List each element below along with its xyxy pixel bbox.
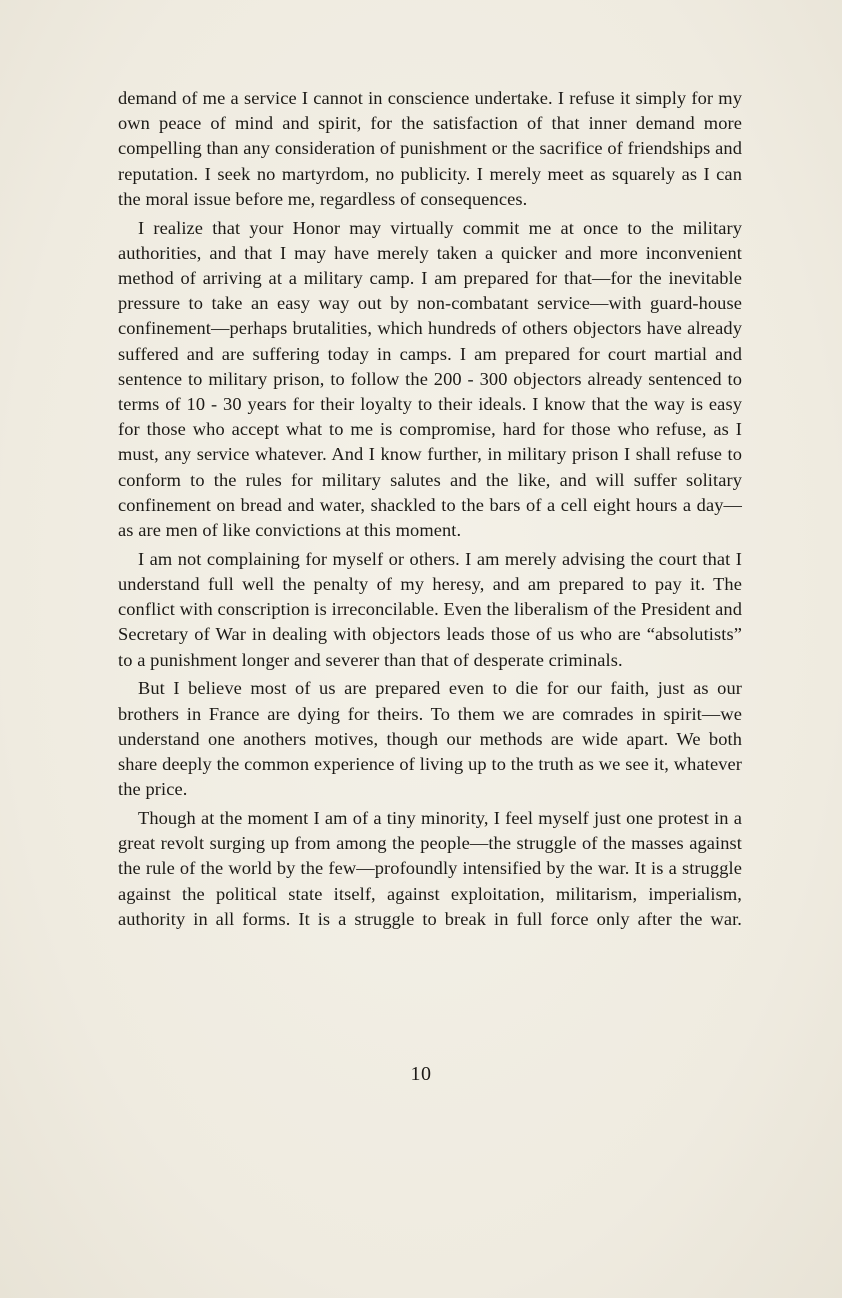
paragraph-2: I realize that your Honor may virtually commit me at once to the military authorities, and that I may have merely taken a quicker and more inconvenient method of arriving at a military camp. I am prepared for that—for the inevitable pressure to take an easy way out by non-combatant service—with guard-house confinement—perhaps brutalities, which hundreds of others objectors have already suffered and are suffering today in camps. I am prepared for court martial and sentence to military prison, to follow the 200 - 300 objectors already sentenced to terms of 10 - 30 years for their loyalty to their ideals. I know that the way is easy for those who accept what to me is compromise, hard for those who refuse, as I must, any service whatever. And I know further, in military prison I shall refuse to conform to the rules for military salutes and the like, and will suffer solitary confinement on bread and water, shackled to the bars of a cell eight hours a day—as are men of like convictions at this moment. [118,217,742,541]
paragraph-5: Though at the moment I am of a tiny minority, I feel myself just one protest in a great revolt surging up from among the people—the struggle of the masses against the rule of the world by the few—profoundly intensified by the war. It is a struggle against the political state itself, against exploitation, militarism, imperialism, authority in all forms. It is a struggle to break in full force only after the war. [118,808,742,929]
paragraph-1: demand of me a service I cannot in conscience undertake. I refuse it simply for my own peace of mind and spirit, for the satisfaction of that inner demand more compelling than any consideration of punishment or the sacrifice of friendships and reputation. I seek no martyrdom, no publicity. I merely meet as squarely as I can the moral issue before me, regardless of consequences. [118,88,742,209]
paragraph-4: But I believe most of us are prepared even to die for our faith, just as our brothers in France are dying for theirs. To them we are comrades in spirit—we understand one anothers motives, though our methods are wide apart. We both share deeply the common experience of living up to the truth as we see it, whatever the price. [118,678,742,800]
page-number: 10 [410,1063,432,1085]
paragraph-3: I am not complaining for myself or others. I am merely advising the court that I understand full well the penalty of my heresy, and am prepared to pay it. The conflict with conscription is irreconcilable. Even the liberalism of the President and Secretary of War in dealing with objectors leads those of us who are “absolutists” to a punishment longer and severer than that of desperate criminals. [118,548,742,670]
body-text [118,86,742,932]
